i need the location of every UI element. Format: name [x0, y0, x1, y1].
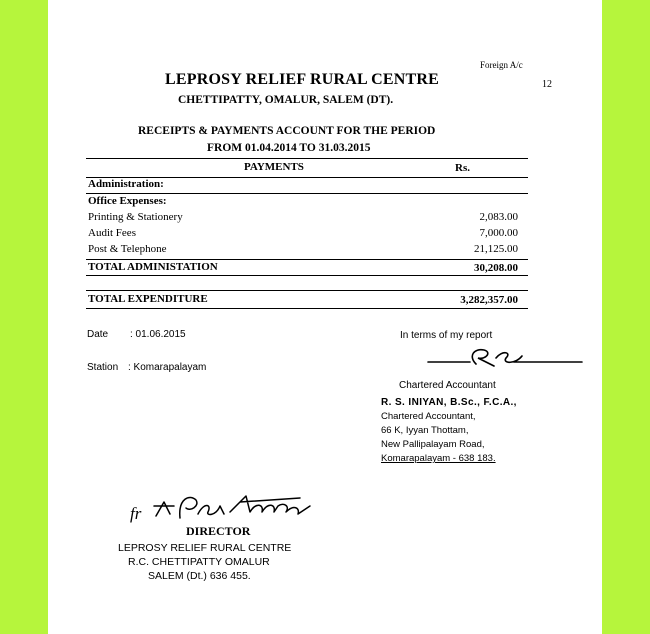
total-admin-bottom-rule — [86, 275, 528, 276]
page-number: 12 — [542, 79, 552, 90]
total-exp-bottom-rule — [86, 308, 528, 309]
org-name: LEPROSY RELIEF RURAL CENTRE — [165, 71, 440, 88]
total-exp-top-rule — [86, 290, 528, 291]
total-admin-label: TOTAL ADMINISTATION — [88, 261, 218, 273]
row-label-post-telephone: Post & Telephone — [88, 243, 167, 255]
director-signature-prefix: fr — [130, 504, 142, 523]
total-exp-amount: 3,282,357.00 — [460, 294, 518, 306]
total-exp-label: TOTAL EXPENDITURE — [88, 293, 208, 305]
director-signature — [150, 488, 325, 524]
total-admin-amount: 30,208.00 — [474, 262, 518, 274]
row-amount-printing: 2,083.00 — [479, 211, 518, 223]
document-page — [48, 0, 602, 634]
total-admin-top-rule — [86, 259, 528, 260]
director-stamp-line3: SALEM (Dt.) 636 455. — [148, 570, 251, 582]
report-text: In terms of my report — [400, 330, 493, 341]
ca-signature — [426, 344, 586, 372]
date-value: : 01.06.2015 — [130, 329, 186, 340]
ca-stamp-line4: Komarapalayam - 638 183. — [381, 453, 496, 464]
ca-title: Chartered Accountant — [399, 380, 496, 391]
subsection-office-expenses: Office Expenses: — [88, 195, 167, 207]
row-label-printing: Printing & Stationery — [88, 211, 183, 223]
ca-stamp-line2: 66 K, Iyyan Thottam, — [381, 425, 469, 436]
col-header-amount: Rs. — [455, 162, 470, 174]
row-amount-post-telephone: 21,125.00 — [474, 243, 518, 255]
statement-title: RECEIPTS & PAYMENTS ACCOUNT FOR THE PERIOD — [138, 125, 436, 137]
section-administration: Administration: — [88, 178, 164, 190]
row-amount-audit-fees: 7,000.00 — [479, 227, 518, 239]
director-stamp-line1: LEPROSY RELIEF RURAL CENTRE — [118, 542, 292, 554]
date-label: Date — [87, 329, 109, 340]
ca-stamp-name: R. S. INIYAN, B.Sc., F.C.A., — [381, 397, 517, 408]
col-header-payments: PAYMENTS — [244, 161, 304, 173]
director-title: DIRECTOR — [186, 524, 251, 538]
ca-stamp-line3: New Pallipalayam Road, — [381, 439, 485, 450]
foreign-ac-note: Foreign A/c — [480, 60, 523, 70]
row-label-audit-fees: Audit Fees — [88, 227, 136, 239]
director-stamp-line2: R.C. CHETTIPATTY OMALUR — [128, 556, 270, 568]
station-value: : Komarapalayam — [128, 362, 207, 373]
statement-period: FROM 01.04.2014 TO 31.03.2015 — [207, 142, 371, 154]
table-top-rule — [86, 158, 528, 159]
org-address: CHETTIPATTY, OMALUR, SALEM (DT). — [178, 94, 394, 106]
ca-stamp-line1: Chartered Accountant, — [381, 411, 476, 422]
section-rule — [86, 193, 528, 194]
station-label: Station — [87, 362, 119, 373]
